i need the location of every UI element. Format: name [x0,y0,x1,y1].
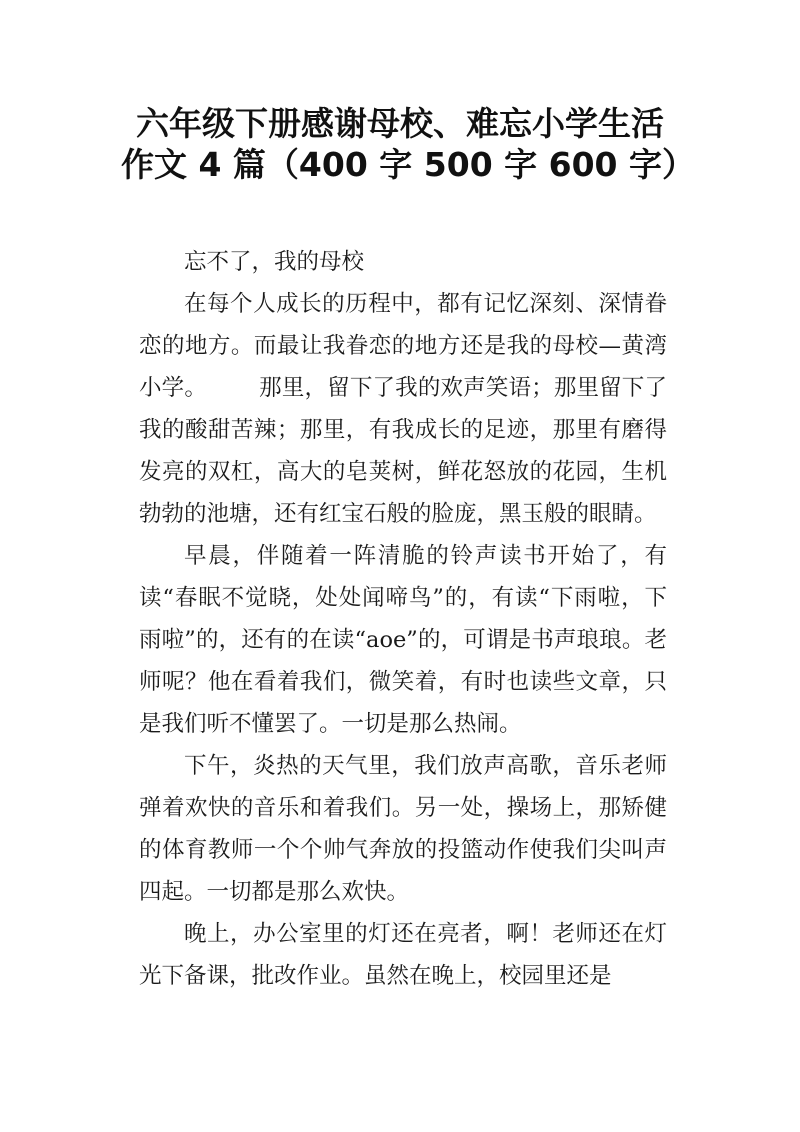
paragraph-2: 早晨，伴随着一阵清脆的铃声读书开始了，有读“春眠不觉晓，处处闻啼鸟”的，有读“下雨啦，下雨啦”的，还有的在读“aoe”的，可谓是书声琅琅。老师呢？他在看着我们，微笑着，有时也读些文章，只是我们听不懂罢了。一切是那么热闹。 [139,543,667,737]
document-title-line-1: 六年级下册感谢母校、难忘小学生活 [136,104,664,143]
document-title-line-2: 作文 4 篇（400 字 500 字 600 字） [120,145,696,184]
paragraph-1-part-b: 那里，留下了我的欢声笑语；那里留下了我的酸甜苦辣；那里，有我成长的足迹，那里有磨得发亮的双杠，高大的皂荚树，鲜花怒放的花园，生机勃勃的池塘，还有红宝石般的脸庞，黑玉般的眼睛。 [139,375,667,527]
essay-title: 忘不了，我的母校 [184,249,365,275]
essay-body [139,241,667,997]
paragraph-1 [139,283,667,535]
paragraph-3: 下午，炎热的天气里，我们放声高歌，音乐老师弹着欢快的音乐和着我们。另一处，操场上，那矫健的体育教师一个个帅气奔放的投篮动作使我们尖叫声四起。一切都是那么欢快。 [139,753,667,905]
paragraph-4: 晚上，办公室里的灯还在亮者，啊！老师还在灯光下备课，批改作业。虽然在晚上，校园里还是 [139,921,667,989]
paragraph-1-part-a: 在每个人成长的历程中，都有记忆深刻、深情眷恋的地方。而最让我眷恋的地方还是我的母校—黄湾小学。 [139,291,667,401]
